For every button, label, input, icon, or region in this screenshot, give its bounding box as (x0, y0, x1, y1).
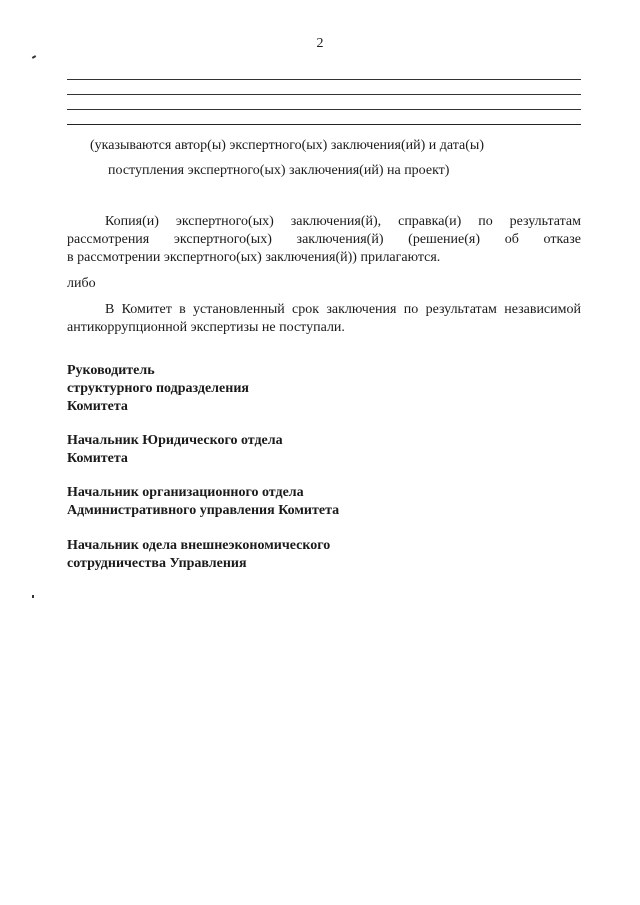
signature-block (67, 537, 330, 573)
caption-line: (указываются автор(ы) экспертного(ых) заключения(ий) и дата(ы) (90, 138, 484, 153)
paragraph-line: Копия(и) экспертного(ых) заключения(й), справка(и) по результатам (105, 214, 581, 229)
signature-line: Начальник Юридического отдела (67, 433, 283, 448)
signature-line: Комитета (67, 451, 128, 466)
signature-line: Начальник организационного отдела (67, 485, 304, 500)
signature-line: сотрудничества Управления (67, 556, 247, 571)
caption-line: поступления экспертного(ых) заключения(ий) на проект) (108, 163, 450, 178)
fill-in-line (67, 79, 581, 80)
fill-in-line (67, 109, 581, 110)
attachments-paragraph (67, 213, 581, 267)
paragraph-line: В Комитет в установленный срок заключения по результатам независимой (105, 302, 581, 317)
paragraph-line: антикоррупционной экспертизы не поступали. (67, 320, 345, 335)
signature-line: Начальник одела внешнеэкономического (67, 538, 331, 553)
signature-block (67, 362, 249, 416)
fill-in-line (67, 124, 581, 125)
scan-mark (32, 55, 36, 59)
fill-in-line (67, 94, 581, 95)
signature-line: Руководитель (67, 363, 155, 378)
either-text: либо (67, 276, 96, 291)
paragraph-line: в рассмотрении экспертного(ых) заключения(й)) прилагаются. (67, 250, 441, 265)
no-conclusions-paragraph (67, 301, 581, 337)
paragraph-line: рассмотрения экспертного(ых) заключения(й) (решение(я) об отказе (67, 232, 581, 247)
page-number: 2 (316, 36, 324, 51)
scan-mark (32, 595, 34, 598)
signature-line: Комитета (67, 399, 128, 414)
signature-block (67, 432, 283, 468)
signature-line: Административного управления Комитета (67, 503, 340, 518)
signature-line: структурного подразделения (67, 381, 249, 396)
signature-block (67, 484, 339, 520)
